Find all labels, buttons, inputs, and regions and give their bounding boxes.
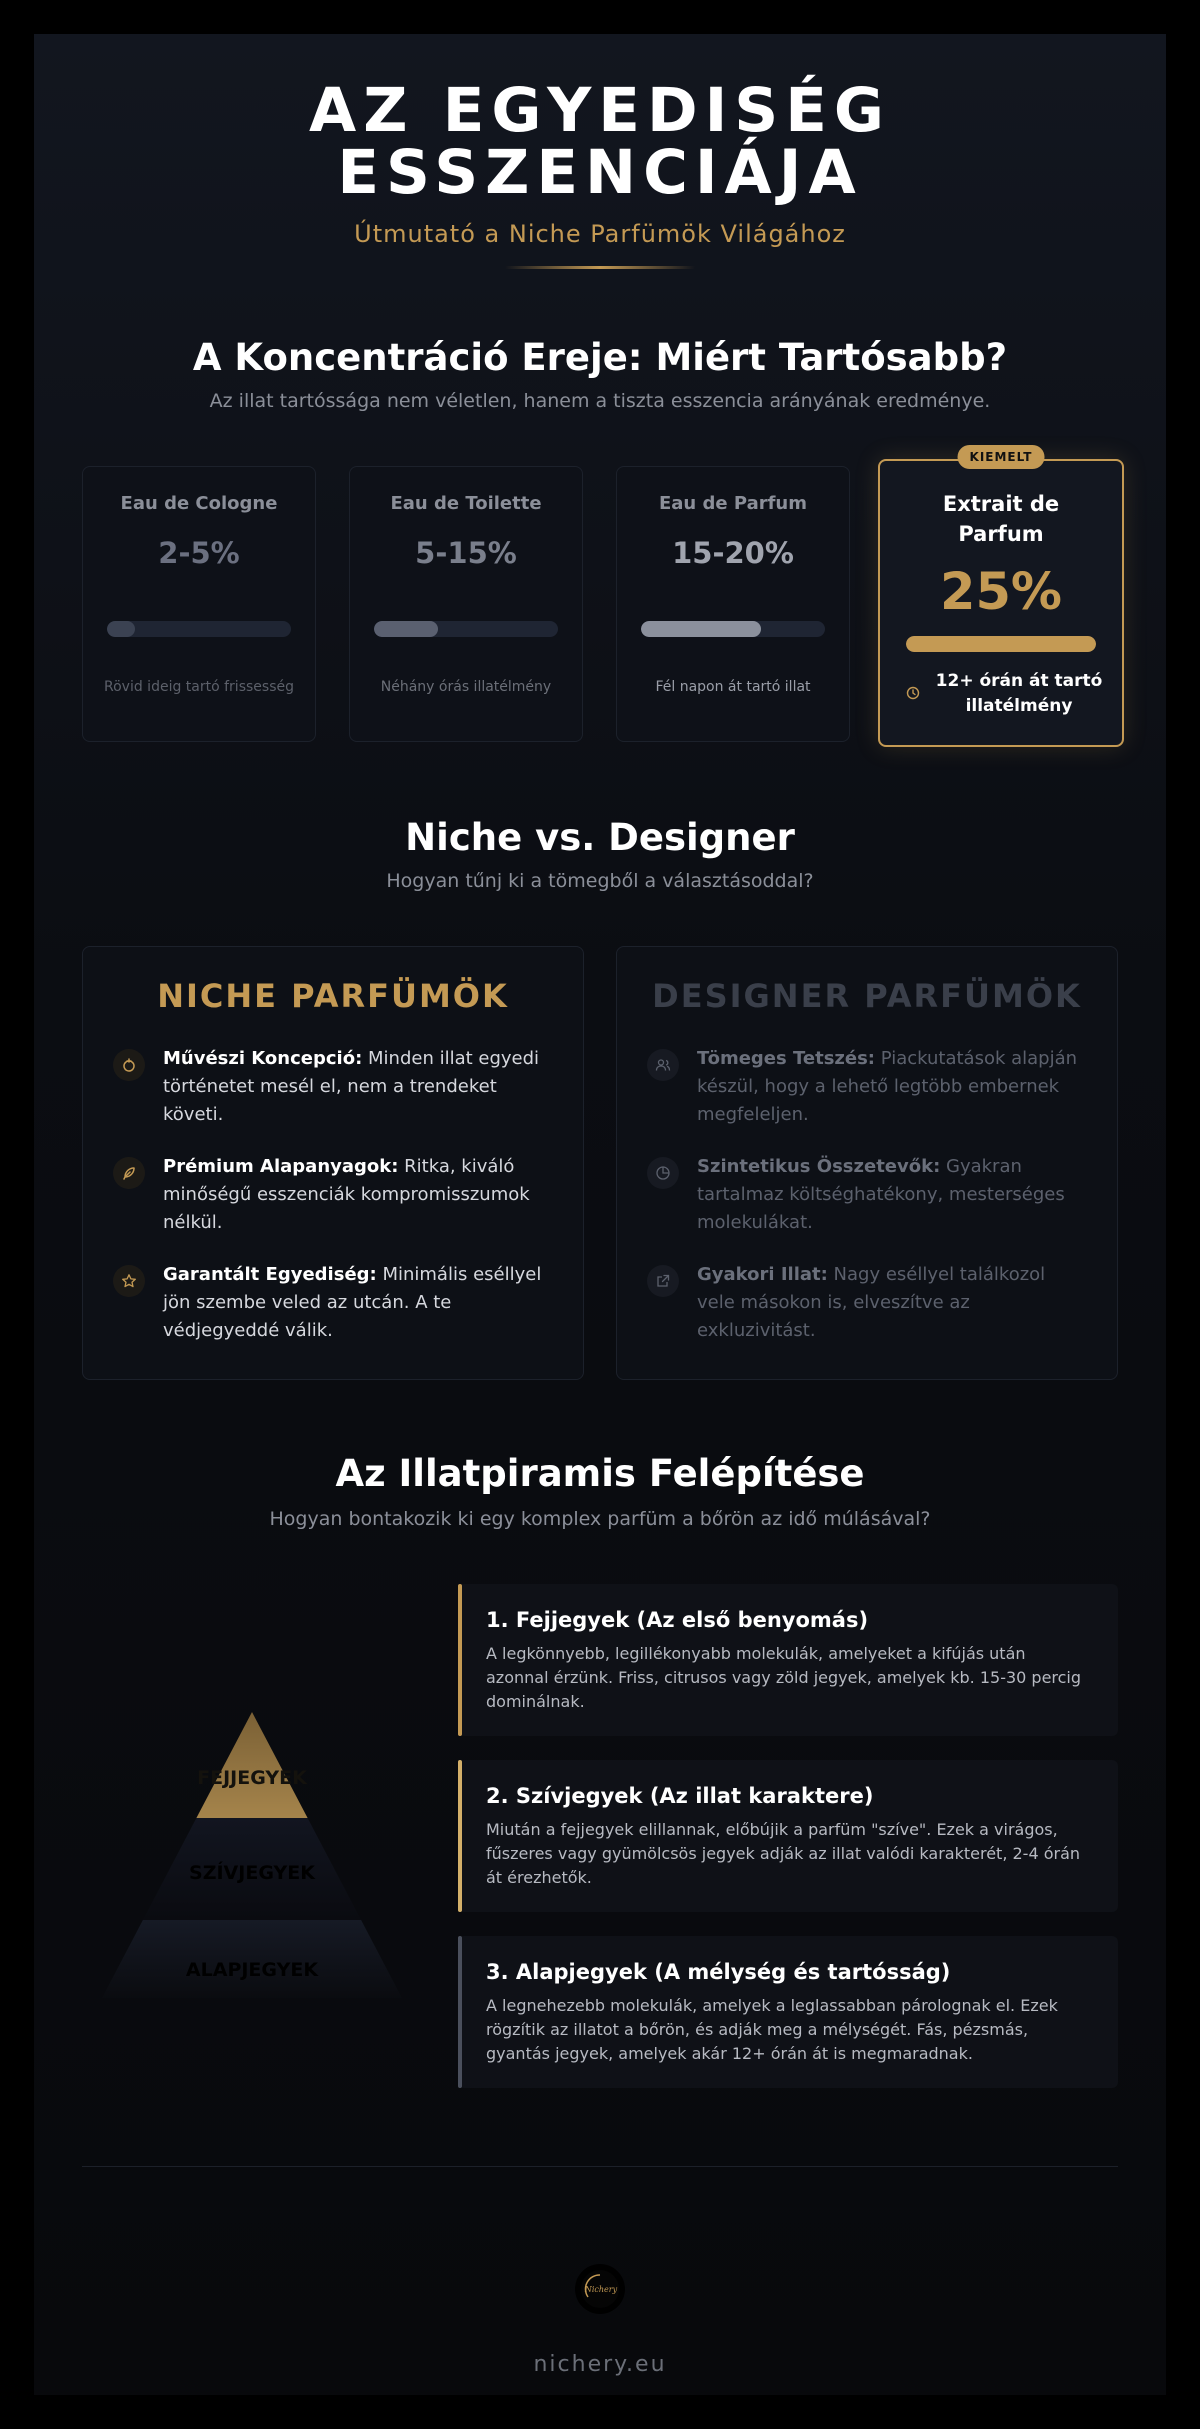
footer-divider <box>82 2166 1118 2167</box>
feature-bold: Művészi Koncepció: <box>163 1048 363 1069</box>
card-desc: Fél napon át tartó illat <box>655 679 811 695</box>
pyramid-step-middle <box>458 1760 1118 1912</box>
pyramid-subtitle: Hogyan bontakozik ki egy komplex parfüm a bőrön az idő múlásával? <box>269 1508 931 1530</box>
pie-chart-icon <box>647 1157 679 1189</box>
pyramid-label-top: FEJJEGYEK <box>197 1767 307 1789</box>
step-accent <box>458 1584 462 1736</box>
concentration-bar <box>374 621 558 637</box>
page-frame <box>34 34 1166 2395</box>
logo-text: Nichery <box>584 2285 618 2294</box>
designer-feature-synthetic <box>647 1153 1081 1237</box>
fragrance-pyramid <box>82 1674 422 2014</box>
featured-name-text: Extrait de Parfum <box>942 492 1060 546</box>
feature-text <box>163 1045 547 1129</box>
concentration-card-toilette <box>349 466 583 742</box>
pyramid-label-middle: SZÍVJEGYEK <box>189 1862 315 1884</box>
hero-title-line1: AZ EGYEDISÉG <box>309 75 891 146</box>
step-title: 1. Fejjegyek (Az első benyomás) <box>486 1608 869 1632</box>
concept-icon <box>113 1049 145 1081</box>
concentration-title: A Koncentráció Ereje: Miért Tartósabb? <box>192 336 1008 379</box>
footer-url[interactable]: nichery.eu <box>533 2352 667 2377</box>
feature-bold: Garantált Egyediség: <box>163 1264 377 1285</box>
designer-card <box>616 946 1118 1380</box>
featured-bar <box>906 636 1096 652</box>
hero <box>34 75 1166 269</box>
featured-desc: 12+ órán át tartó illatélmény <box>935 671 1103 716</box>
niche-feature-ingredients <box>113 1153 547 1237</box>
card-value: 15-20% <box>672 536 794 570</box>
pyramid-step-bottom <box>458 1936 1118 2088</box>
niche-feature-concept <box>113 1045 547 1129</box>
card-desc: Rövid ideig tartó frissesség <box>104 679 294 695</box>
hero-divider <box>505 266 695 269</box>
feature-bold: Tömeges Tetszés: <box>697 1048 876 1069</box>
concentration-card-cologne <box>82 466 316 742</box>
card-value: 5-15% <box>415 536 517 570</box>
designer-feature-mass <box>647 1045 1081 1129</box>
step-accent <box>458 1936 462 2088</box>
users-icon <box>647 1049 679 1081</box>
card-name: Eau de Parfum <box>658 493 808 514</box>
card-name: Eau de Cologne <box>120 493 278 514</box>
feature-body: Gyakran tartalmaz költséghatékony, mesterséges molekulákat. <box>697 1156 1065 1233</box>
concentration-bar-fill <box>374 621 438 637</box>
nichery-logo[interactable] <box>575 2264 625 2314</box>
feature-bold: Prémium Alapanyagok: <box>163 1156 399 1177</box>
hero-title-line2: ESSZENCIÁJA <box>337 137 863 208</box>
card-value: 2-5% <box>158 536 240 570</box>
card-desc: Néhány órás illatélmény <box>380 679 552 695</box>
feature-text <box>697 1261 1081 1345</box>
star-icon <box>113 1265 145 1297</box>
pyramid-layer-top <box>82 1712 422 1818</box>
featured-bar-fill <box>906 636 1096 652</box>
feature-bold: Szintetikus Összetevők: <box>697 1156 941 1177</box>
featured-name <box>880 489 1122 549</box>
external-link-icon <box>647 1265 679 1297</box>
concentration-subtitle: Az illat tartóssága nem véletlen, hanem a tiszta esszencia arányának eredménye. <box>209 390 991 412</box>
hero-subtitle: Útmutató a Niche Parfümök Világához <box>354 220 846 248</box>
feature-bold: Gyakori Illat: <box>697 1264 828 1285</box>
pyramid-step-top <box>458 1584 1118 1736</box>
feature-body: Ritka, kiváló minőségű esszenciák kompromisszumok nélkül. <box>163 1156 530 1233</box>
feature-body: Minimális eséllyel jön szembe veled az utcán. A te védjegyeddé válik. <box>163 1264 542 1341</box>
niche-feature-uniqueness <box>113 1261 547 1345</box>
feature-body: Minden illat egyedi történetet mesél el, nem a trendeket követi. <box>163 1048 540 1125</box>
step-desc: A legkönnyebb, legillékonyabb molekulák, amelyeket a kifújás után azonnal érzünk. Friss, citrusos vagy zöld jegyek, amelyek kb. 15-30 percig dominálnak. <box>486 1644 1082 1711</box>
card-name: Eau de Toilette <box>390 493 542 514</box>
step-title: 2. Szívjegyek (Az illat karaktere) <box>486 1784 874 1808</box>
step-desc: Miután a fejjegyek elillannak, előbújik a parfüm "szíve". Ezek a virágos, fűszeres vagy gyümölcsös jegyek adják az illat valódi karakterét, 2-4 órán át érezhetők. <box>486 1820 1081 1887</box>
featured-value: 25% <box>939 563 1063 622</box>
designer-feature-common <box>647 1261 1081 1345</box>
feature-body: Piackutatások alapján készül, hogy a lehető legtöbb embernek megfeleljen. <box>697 1048 1078 1125</box>
step-accent <box>458 1760 462 1912</box>
concentration-bar-fill <box>107 621 135 637</box>
feature-text <box>697 1045 1081 1129</box>
step-title: 3. Alapjegyek (A mélység és tartósság) <box>486 1960 951 1984</box>
pyramid-title: Az Illatpiramis Felépítése <box>335 1452 865 1495</box>
concentration-bar-fill <box>641 621 761 637</box>
clock-icon <box>906 686 920 700</box>
concentration-bar <box>641 621 825 637</box>
concentration-bar <box>107 621 291 637</box>
feature-text <box>697 1153 1081 1237</box>
feature-text <box>163 1153 547 1237</box>
comparison-title: Niche vs. Designer <box>405 816 795 859</box>
feature-body: Nagy eséllyel találkozol vele másokon is, elveszítve az exkluzivitást. <box>697 1264 1046 1341</box>
niche-card <box>82 946 584 1380</box>
comparison-subtitle: Hogyan tűnj ki a tömegből a választásoddal? <box>386 870 814 892</box>
feather-icon <box>113 1157 145 1189</box>
step-desc: A legnehezebb molekulák, amelyek a leglassabban párolognak el. Ezek rögzítik az illatot a bőrön, és adják meg a mélységét. Fás, pézsmás, gyantás jegyek, amelyek akár 12+ órán át is megmaradnak. <box>486 1996 1058 2063</box>
pyramid-label-bottom: ALAPJEGYEK <box>185 1959 319 1981</box>
hero-title <box>34 75 1166 208</box>
concentration-card-parfum <box>616 466 850 742</box>
featured-badge: KIEMELT <box>958 445 1045 469</box>
niche-title: NICHE PARFÜMÖK <box>157 977 509 1015</box>
feature-text <box>163 1261 547 1345</box>
designer-title: DESIGNER PARFÜMÖK <box>652 977 1082 1015</box>
concentration-card-extrait <box>878 450 1124 747</box>
